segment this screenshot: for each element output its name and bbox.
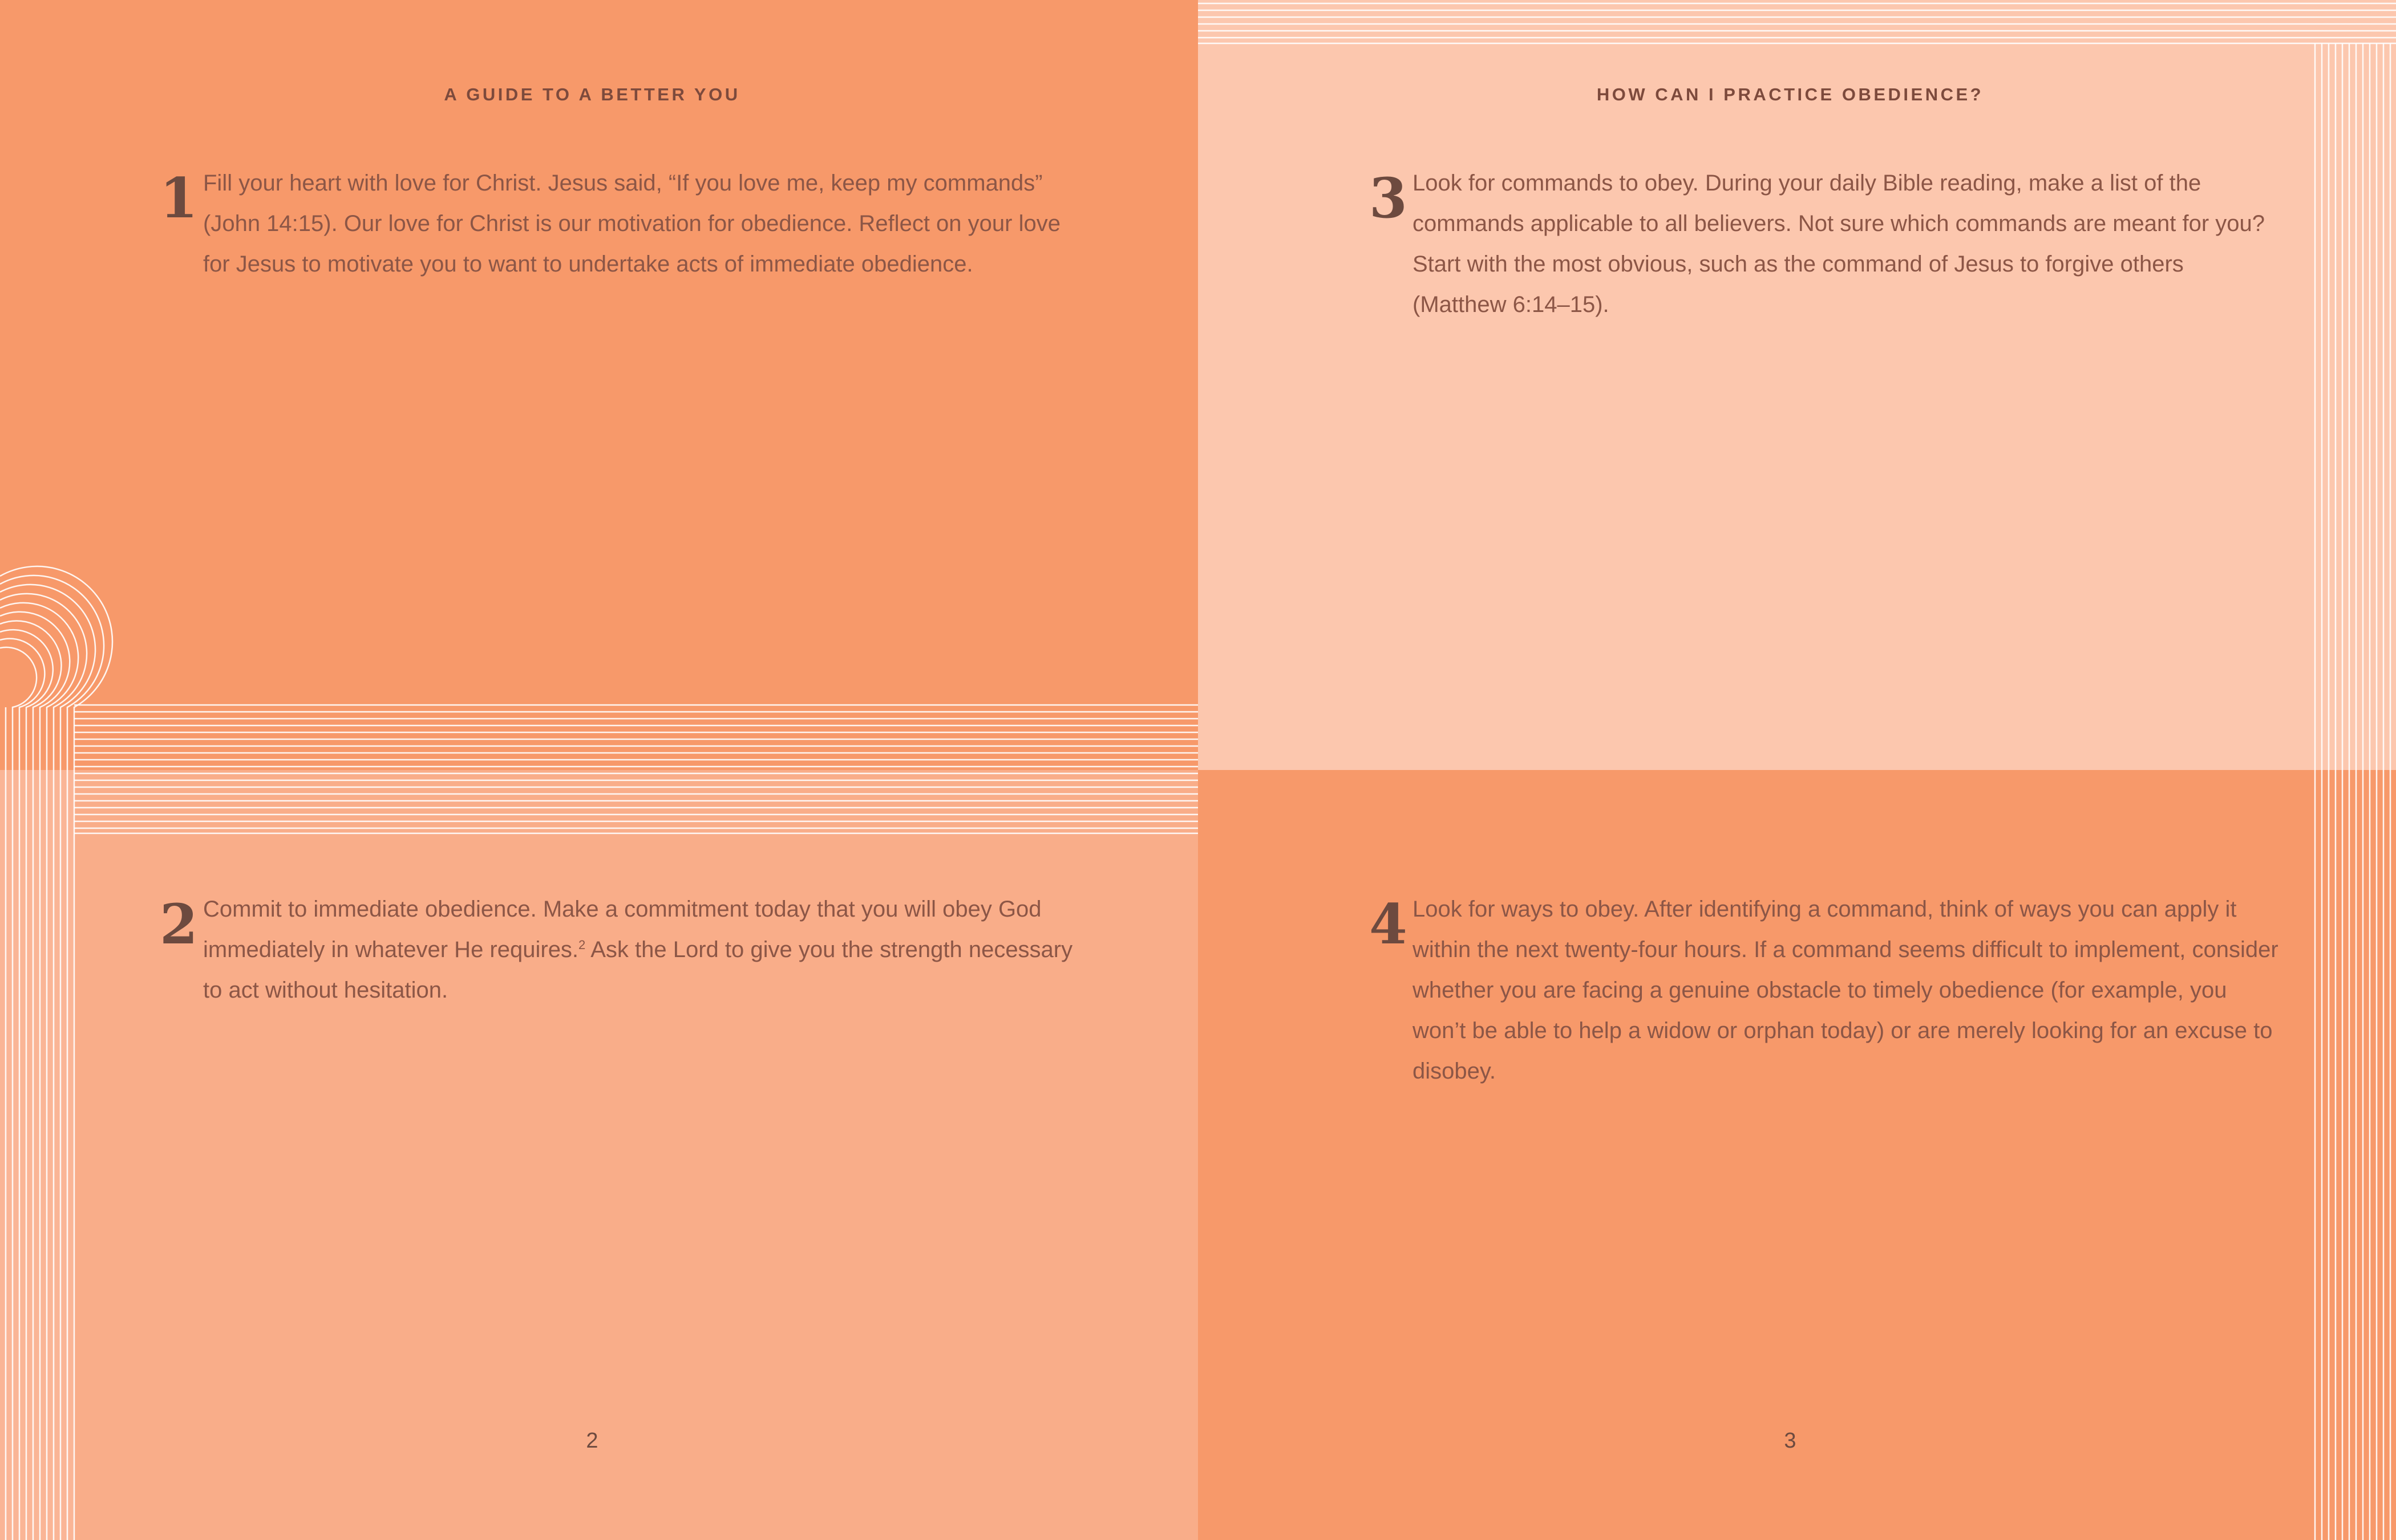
item-number: 4: [1369, 892, 1404, 957]
footnote-mark: 2: [578, 938, 586, 952]
page-number-right: 3: [1784, 1429, 1796, 1453]
right-page: [1198, 0, 2396, 1540]
item-text-part: Commit to immediate obedience. Make a commitment today that you will obey God immediately in whatever He requires.: [203, 897, 1042, 962]
item-number: 2: [160, 892, 195, 957]
left-top-panel: [0, 0, 1198, 770]
running-head-right: HOW CAN I PRACTICE OBEDIENCE?: [1596, 84, 1984, 104]
running-head-left: A GUIDE TO A BETTER YOU: [444, 84, 740, 104]
item-text: [203, 889, 1082, 1011]
page-number-left: 2: [586, 1429, 598, 1453]
item-number: 3: [1369, 166, 1404, 230]
item-text-part: Ask the Lord to give you the strength necessary to act without hesitation.: [203, 937, 1073, 1003]
right-top-panel: [1198, 0, 2396, 770]
right-bottom-panel: [1198, 770, 2396, 1540]
left-bottom-panel: [0, 770, 1198, 1540]
item-text: Look for ways to obey. After identifying a command, think of ways you can apply it within the next twenty-four hours. If a command seems difficult to implement, consider whether you are facing a genuine obstacle to timely obedience (for example, you won’t be able to help a widow or orphan today) or are merely looking for an excuse to disobey.: [1412, 897, 2278, 1084]
item-number: 1: [160, 166, 195, 230]
item-text: Look for commands to obey. During your daily Bible reading, make a list of the commands applicable to all believers. Not sure which commands are meant for you? Start with the most obvious, such as the command of Jesus to forgive others (Matthew 6:14–15).: [1412, 171, 2265, 317]
item-text: Fill your heart with love for Christ. Jesus said, “If you love me, keep my commands” (John 14:15). Our love for Christ is our motivation for obedience. Reflect on your love for Jesus to motivate you to want to undertake acts of immediate obedience.: [203, 171, 1061, 277]
